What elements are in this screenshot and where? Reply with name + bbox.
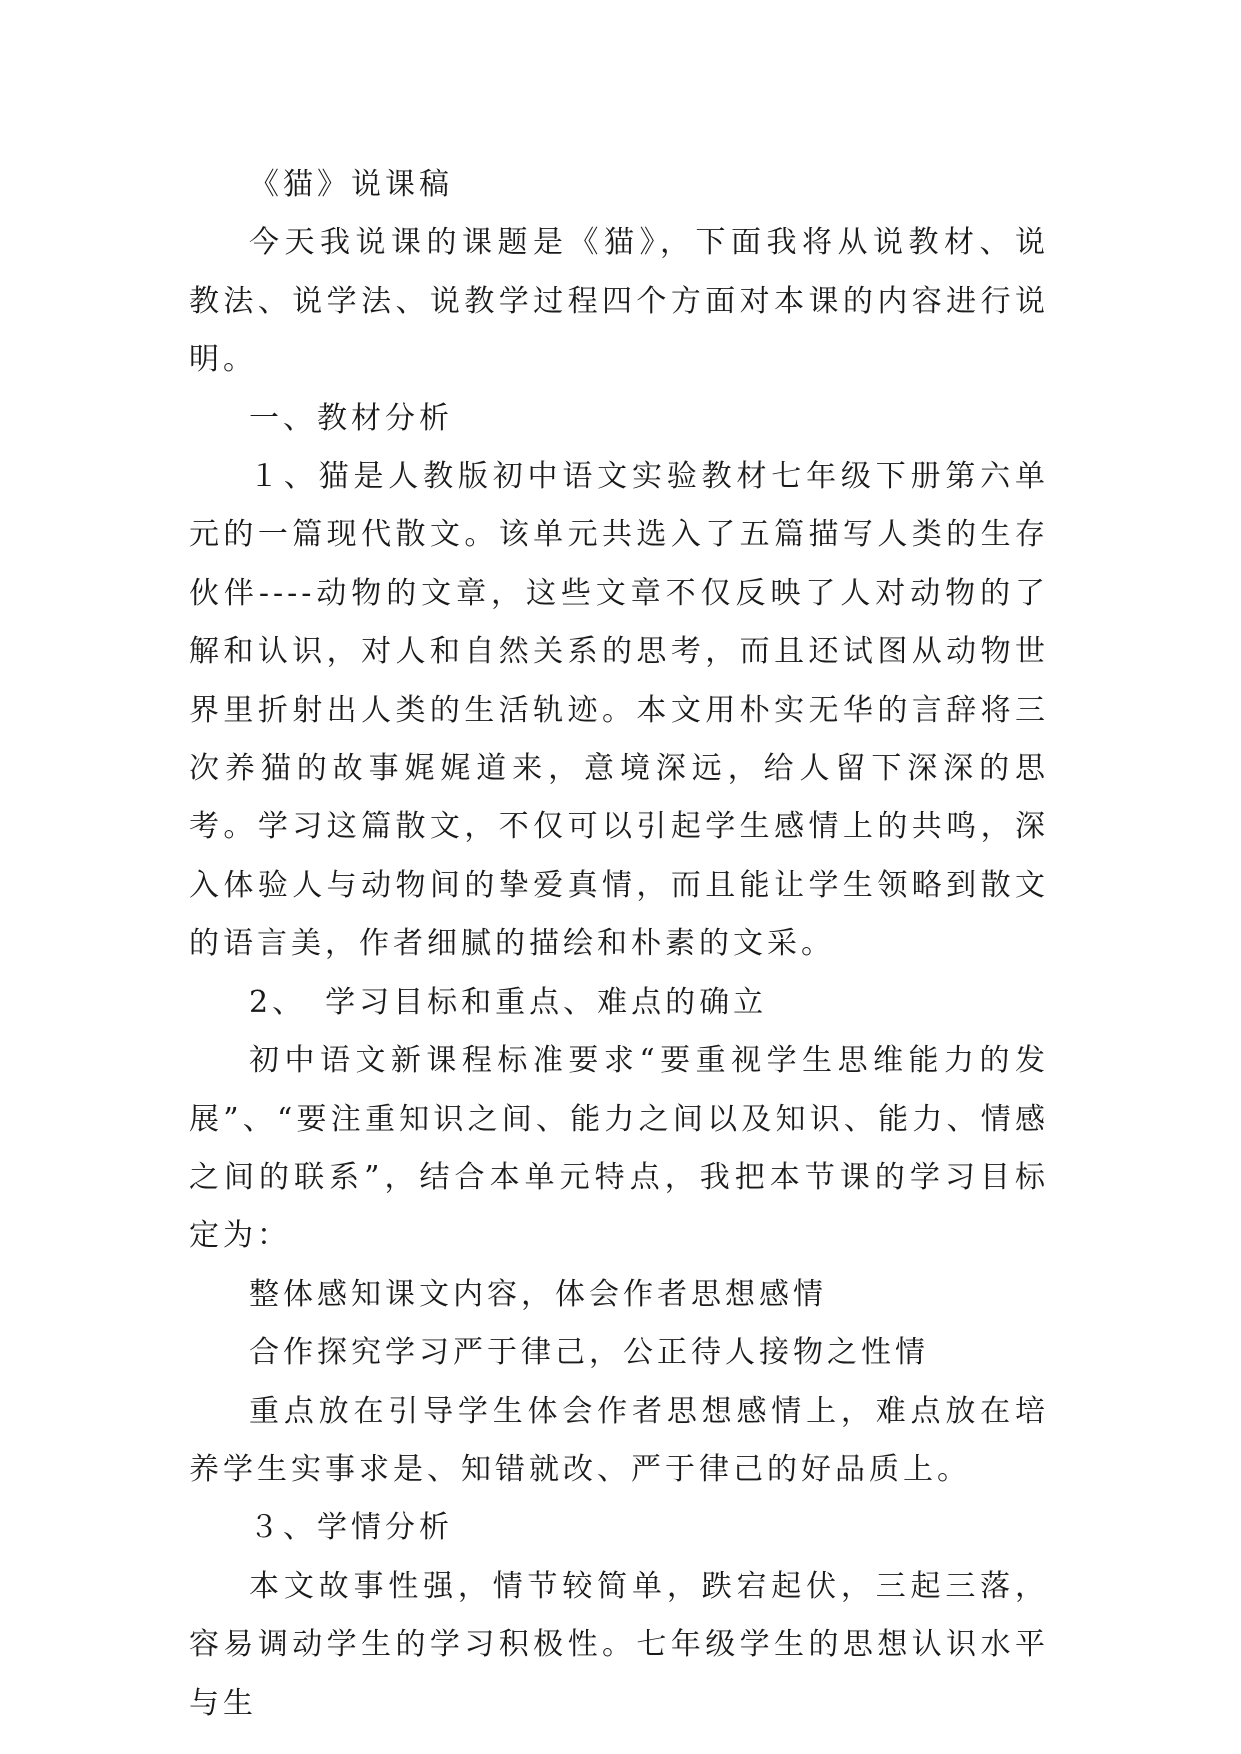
intro-paragraph: 今天我说课的课题是《猫》，下面我将从说教材、说教法、说学法、说教学过程四个方面对本课的内容进行说明。 xyxy=(189,225,1049,378)
learning-goal-item-2: 合作探究学习严于律己，公正待人接物之性情 xyxy=(249,1335,929,1371)
document-title: 《猫》说课稿 xyxy=(249,167,453,202)
textbook-analysis-paragraph: １、猫是人教版初中语文实验教材七年级下册第六单元的一篇现代散文。该单元共选入了五篇描写人类的生存伙伴----动物的文章，这些文章不仅反映了人对动物的了解和认识，对人和自然关系的思考，而且还试图从动物世界里折射出人类的生活轨迹。本文用朴实无华的言辞将三次养猫的故事娓娓道来，意境深远，给人留下深深的思考。学习这篇散文，不仅可以引起学生感情上的共鸣，深入体验人与动物间的挚爱真情，而且能让学生领略到散文的语言美，作者细腻的描绘和朴素的文采。 xyxy=(189,459,1049,962)
section-heading-textbook-analysis: 一、教材分析 xyxy=(249,400,453,436)
subheading-learning-goals: 2、 学习目标和重点、难点的确立 xyxy=(249,984,768,1020)
student-analysis-paragraph: 本文故事性强，情节较简单，跌宕起伏，三起三落，容易调动学生的学习积极性。七年级学生的思想认识水平与生 xyxy=(189,1568,1049,1721)
key-points-paragraph: 重点放在引导学生体会作者思想感情上，难点放在培养学生实事求是、知错就改、严于律己的好品质上。 xyxy=(189,1393,1049,1487)
curriculum-standard-paragraph: 初中语文新课程标准要求“要重视学生思维能力的发展”、“要注重知识之间、能力之间以及知识、能力、情感之间的联系”，结合本单元特点，我把本节课的学习目标定为： xyxy=(189,1043,1049,1254)
subheading-student-analysis: ３、学情分析 xyxy=(249,1510,453,1546)
document-body xyxy=(189,156,1049,1733)
learning-goal-item-1: 整体感知课文内容，体会作者思想感情 xyxy=(249,1276,827,1312)
